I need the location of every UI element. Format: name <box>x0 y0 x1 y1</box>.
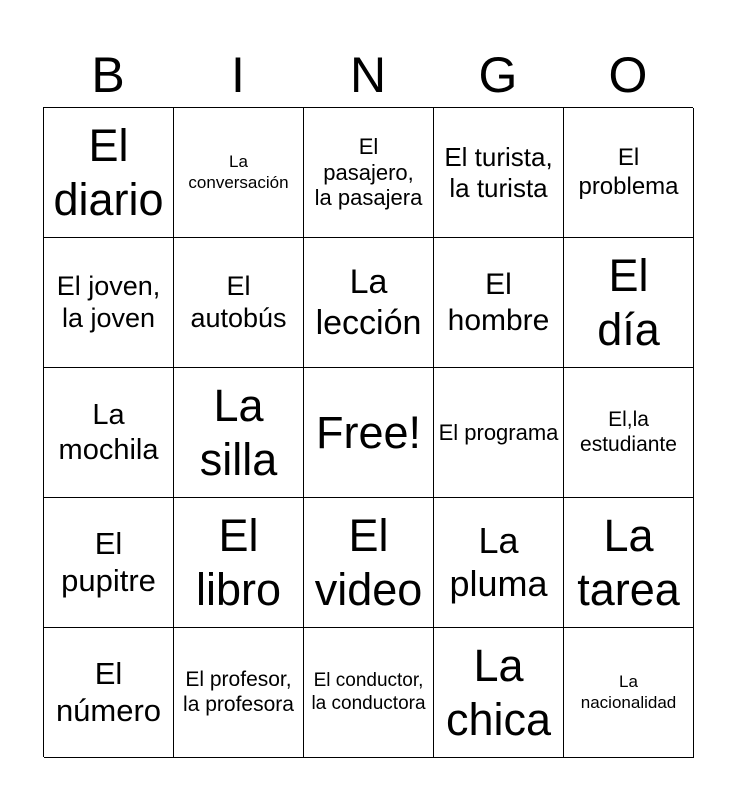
bingo-cell-r4-c1[interactable] <box>174 628 304 758</box>
bingo-cell-r0-c1[interactable] <box>174 108 304 238</box>
cell-text: El diario <box>53 120 164 225</box>
bingo-cell-r3-c4[interactable] <box>564 498 694 628</box>
cell-text: El profesor, la profesora <box>183 667 294 716</box>
bingo-cell-r2-c4[interactable] <box>564 368 694 498</box>
bingo-cell-r1-c2[interactable] <box>304 238 434 368</box>
bingo-cell-r3-c2[interactable] <box>304 498 434 628</box>
cell-text: El video <box>314 510 423 615</box>
bingo-cell-r4-c3[interactable] <box>434 628 564 758</box>
cell-text: La chica <box>445 640 552 745</box>
cell-text: El pupitre <box>61 525 156 598</box>
bingo-cell-r2-c3[interactable] <box>434 368 564 498</box>
bingo-board <box>43 107 693 757</box>
cell-text: El día <box>597 250 660 355</box>
bingo-cell-r2-c1[interactable] <box>174 368 304 498</box>
bingo-cell-r4-c4[interactable] <box>564 628 694 758</box>
header-letter-o: O <box>608 47 648 103</box>
cell-text: La silla <box>199 380 278 485</box>
cell-text: La tarea <box>577 510 680 615</box>
cell-text: El autobús <box>190 270 287 333</box>
header-letter-g: G <box>478 47 518 103</box>
cell-text: La lección <box>315 263 422 342</box>
bingo-cell-r0-c3[interactable] <box>434 108 564 238</box>
bingo-cell-r3-c1[interactable] <box>174 498 304 628</box>
bingo-cell-r3-c0[interactable] <box>44 498 174 628</box>
cell-text: El conductor, la conductora <box>311 670 426 714</box>
bingo-cell-r4-c2[interactable] <box>304 628 434 758</box>
bingo-cell-r1-c0[interactable] <box>44 238 174 368</box>
bingo-cell-r0-c2[interactable] <box>304 108 434 238</box>
bingo-cell-r0-c0[interactable] <box>44 108 174 238</box>
cell-text: La pluma <box>449 520 548 604</box>
cell-text: La mochila <box>58 399 159 466</box>
cell-text: El,la estudiante <box>580 407 677 456</box>
bingo-header <box>43 42 693 108</box>
cell-text: El problema <box>578 144 679 200</box>
cell-text: El programa <box>438 419 559 445</box>
bingo-cell-r4-c0[interactable] <box>44 628 174 758</box>
free-space-text: Free! <box>315 406 422 458</box>
cell-text: El hombre <box>447 268 550 337</box>
bingo-cell-r1-c4[interactable] <box>564 238 694 368</box>
cell-text: El número <box>55 655 162 728</box>
header-letter-n: N <box>349 47 387 103</box>
bingo-cell-r0-c4[interactable] <box>564 108 694 238</box>
cell-text: El turista, la turista <box>444 141 553 203</box>
cell-text: La conversación <box>188 152 289 192</box>
bingo-cell-r2-c0[interactable] <box>44 368 174 498</box>
bingo-cell-r1-c1[interactable] <box>174 238 304 368</box>
header-letter-i: I <box>231 47 245 103</box>
cell-text: El joven, la joven <box>56 270 161 333</box>
cell-text: El libro <box>195 510 282 615</box>
bingo-cell-r1-c3[interactable] <box>434 238 564 368</box>
bingo-cell-r3-c3[interactable] <box>434 498 564 628</box>
header-letter-b: B <box>91 47 125 103</box>
cell-text: El pasajero, la pasajera <box>314 133 423 211</box>
cell-text: La nacionalidad <box>580 672 677 712</box>
bingo-cell-free[interactable] <box>304 368 434 498</box>
